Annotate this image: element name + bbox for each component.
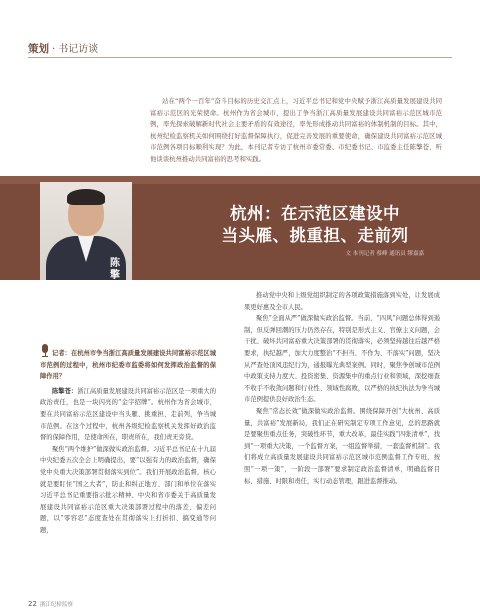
answer-paragraph-2: 聚焦“两个维护”做深做实政治监督。习近平总书记在十九届中央纪委五次全会上明确提出，要“以强有力的政治监督，确保党中央重大决策部署贯彻落实到位”。我们开展政治监督，核心就是要盯住“国之大者”，防止和纠正地方、部门和单位在落实习近平总书记重要指示批示精神、中央和省市委关于高质量发展建设共同富裕示范区重大决策部署过程中的落差、偏差问题，以“零容忍”态度查处在贯彻落实上打折扣、搞变通等问题， (40, 445, 216, 534)
intro-paragraph: 站在“两个一百年”奋斗目标的历史交汇点上，习近平总书记和党中央赋予浙江高质量发展建设共同富裕示范区的光荣使命。杭州作为省会城市，提出了争当浙江高质量发展建设共同富裕示范区城市范例，率先探索破解新时代社会主要矛盾的有效途径，率先形成推动共同富裕的体制机制的目标。其中，杭州纪检监察机关如何围绕打好监督保障执行，促进完善发展的重要使命，确保建设共同富裕示范区城市范例各项目标顺利实现？为此，本刊记者专访了杭州市委常委、市纪委书记、市监委主任陈擎苍，听他谈谈杭州推动共同富裕的思考和实践。 (150, 97, 442, 163)
section-header (28, 40, 98, 56)
article-title-line-2: 当头雁、挑重担、走前列 (221, 226, 409, 245)
section-title: 策划 (28, 43, 49, 55)
article-title-line-1: 杭州：在示范区建设中 (230, 204, 400, 223)
portrait-name-tag: 陈擎苍 (110, 258, 120, 293)
right-column (244, 290, 440, 487)
answer-label: 陈擎苍： (52, 387, 78, 395)
interview-question (40, 344, 216, 383)
page-footer (28, 600, 73, 608)
continued-paragraph: 推动党中央和上级党组织制定的各项政策措施落到实处，让发展成果更好惠及全市人民。 (244, 292, 440, 311)
question-label: 记者： (52, 350, 71, 357)
article-byline: 文 本刊记者 蔡峰 通讯员 缪嘉嘉 (345, 251, 424, 257)
answer-paragraph-1 (40, 386, 216, 444)
section-separator: · (52, 44, 56, 55)
page-number: 22 (28, 600, 37, 608)
microphone-icon (40, 344, 50, 358)
section-subtitle: 书记访谈 (58, 44, 99, 55)
header-rule (28, 57, 452, 58)
answer-paragraph-4: 聚焦“常态长效”做深做实政治监督。围绕保障开创“大杭州、高质量，共富裕”发展新局，我们正在研究制定专项工作意见，总的思路就是要聚焦重点任务，突破性环节，重大改革，最佳实践“四张清单”，找到“一项重大决策，一个监督方案，一组监督举措，一套监督机制”。我们将成立高质量发展建设共同富裕示范区城市范例监督工作专班，按照“一项一策”，一阶段一部署”要求制定政治监督清单，明确监督目标、措施、时限和责任，实行动态管理，跟进监督推动。 (244, 407, 440, 485)
title-banner (0, 176, 480, 293)
portrait-hair (67, 189, 105, 205)
answer-paragraph-3: 聚焦“全面从严”做深做实政治监督。当前，“四风”问题总体得到遏制，但反弹回潮的压力仍然存在，特别是形式主义、官僚主义问题，会干扰、破坏共同富裕重大决策部署的贯彻落实，必须坚持越往后越严格要求，执纪越严，加大力度整治“不担当、不作为、不落实”问题，坚决从严查处顶风违纪行为，通报曝光典型案例。同时，聚焦争创城市范例中政策支持力度大、投资密集、资源集中的重点行业和领域，深挖细查不收手不收敛问题和行业性、领域性腐败，以严格的执纪执法为争当城市范例提供良好政治生态。 (244, 315, 440, 404)
answer-text: 浙江高质量发展建设共同富裕示范区是一项重大的政治责任，也是一块闪亮的“金字招牌”。杭州作为省会城市，要在共同富裕示范区建设中当头雁、挑重担、走前列，争当城市范例。在这个过程中，杭州各级纪检监察机关发挥好政治监督的保障作用，是使命所在，职责所在，我们责无旁贷。 (40, 387, 217, 442)
question-text: 在杭州市争当浙江高质量发展建设共同富裕示范区城市范例的过程中，杭州市纪委市监委将如何发挥政治监督的保障作用？ (40, 350, 217, 381)
magazine-name: 浙江纪检监察 (39, 602, 73, 608)
left-column (40, 344, 216, 537)
